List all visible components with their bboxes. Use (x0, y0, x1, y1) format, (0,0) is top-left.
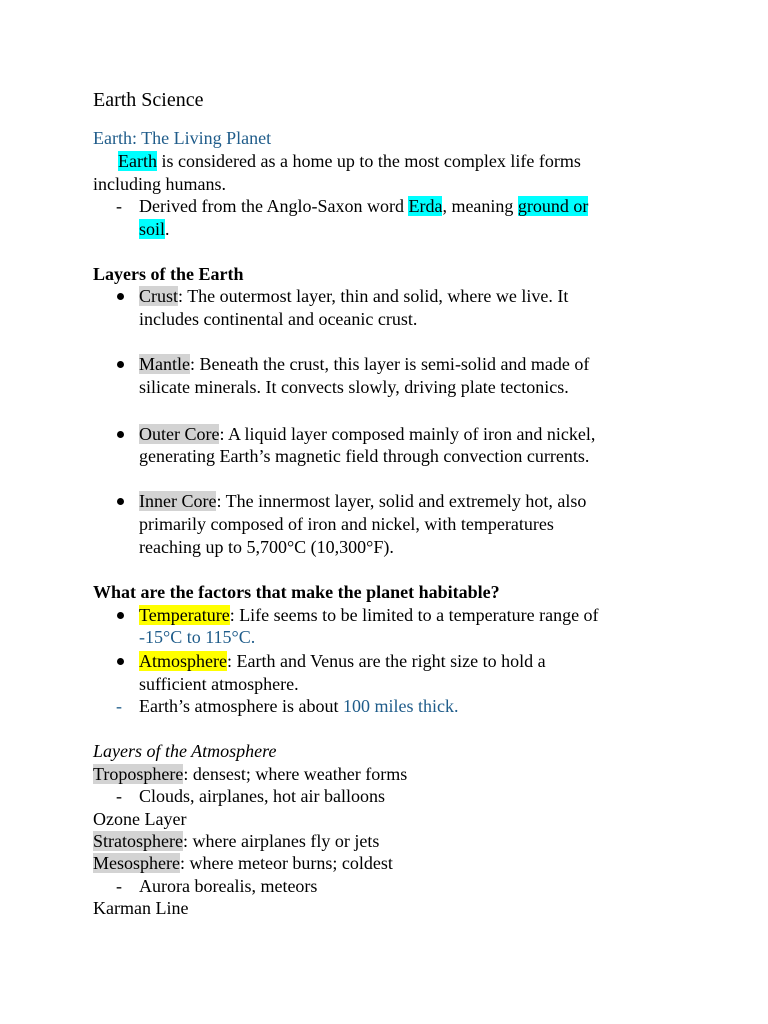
term-stratosphere: Stratosphere (93, 831, 183, 851)
term-mantle: Mantle (139, 354, 190, 374)
thickness-value: 100 miles thick. (342, 696, 459, 716)
ozone-layer: Ozone Layer (93, 809, 187, 829)
highlight-earth: Earth (118, 151, 157, 171)
dash-marker: - (116, 696, 122, 716)
temperature-text: : Life seems to be limited to a temperature range of (229, 605, 599, 625)
troposphere-sub: Clouds, airplanes, hot air balloons (139, 786, 385, 806)
bullet-icon (117, 658, 124, 665)
troposphere-line (93, 763, 407, 785)
bullet-icon (117, 498, 124, 505)
document-title: Earth Science (93, 89, 204, 111)
mantle-line1 (139, 353, 589, 375)
atmosphere-line2: sufficient atmosphere. (139, 674, 299, 694)
term-crust: Crust (139, 286, 179, 306)
section-heading-living-planet: Earth: The Living Planet (93, 128, 272, 148)
mesosphere-sub: Aurora borealis, meteors (139, 876, 318, 896)
dash-marker: - (116, 786, 122, 806)
mesosphere-line (93, 852, 393, 874)
troposphere-text: : densest; where weather forms (183, 764, 408, 784)
atmosphere-line1 (139, 650, 546, 672)
section-heading-atmosphere-layers: Layers of the Atmosphere (93, 741, 277, 761)
paragraph-earth-line2: including humans. (93, 174, 226, 194)
mantle-line2: silicate minerals. It convects slowly, driving plate tectonics. (139, 377, 569, 397)
atmosphere-thickness (139, 695, 458, 717)
crust-text: : The outermost layer, thin and solid, where we live. It (178, 286, 569, 306)
thickness-text: Earth’s atmosphere is about (139, 696, 343, 716)
temperature-line1 (139, 604, 599, 626)
atmosphere-text: : Earth and Venus are the right size to hold a (226, 651, 546, 671)
dash-marker: - (116, 876, 122, 896)
term-outer-core: Outer Core (139, 424, 220, 444)
section-heading-layers: Layers of the Earth (93, 264, 244, 284)
paragraph-earth-text: is considered as a home up to the most complex life forms (156, 151, 581, 171)
stratosphere-text: : where airplanes fly or jets (182, 831, 380, 851)
etymology-text-mid: , meaning (442, 196, 518, 216)
highlight-ground: ground or (517, 196, 589, 216)
mesosphere-text: : where meteor burns; coldest (179, 853, 393, 873)
etymology-line2 (139, 218, 170, 240)
outer-core-line2: generating Earth’s magnetic field through convection currents. (139, 446, 590, 466)
mantle-text: : Beneath the crust, this layer is semi-solid and made of (190, 354, 590, 374)
term-inner-core: Inner Core (139, 491, 217, 511)
inner-core-text: : The innermost layer, solid and extremely hot, also (216, 491, 587, 511)
crust-line2: includes continental and oceanic crust. (139, 309, 418, 329)
temperature-range: -15°C to 115°C. (139, 627, 256, 647)
highlight-erda: Erda (408, 196, 443, 216)
outer-core-text: : A liquid layer composed mainly of iron and nickel, (219, 424, 596, 444)
bullet-icon (117, 293, 124, 300)
term-troposphere: Troposphere (93, 764, 184, 784)
crust-line1 (139, 285, 568, 307)
bullet-icon (117, 612, 124, 619)
highlight-soil: soil (139, 219, 166, 239)
inner-core-line2: primarily composed of iron and nickel, with temperatures (139, 514, 554, 534)
term-temperature: Temperature (139, 605, 230, 625)
etymology-line1 (139, 195, 588, 217)
etymology-end: . (165, 219, 170, 239)
dash-marker: - (116, 196, 122, 216)
term-mesosphere: Mesosphere (93, 853, 180, 873)
inner-core-line3: reaching up to 5,700°C (10,300°F). (139, 537, 394, 557)
karman-line: Karman Line (93, 898, 189, 918)
section-heading-habitable: What are the factors that make the planet habitable? (93, 582, 500, 602)
term-atmosphere: Atmosphere (139, 651, 227, 671)
etymology-text: Derived from the Anglo-Saxon word (139, 196, 409, 216)
outer-core-line1 (139, 423, 595, 445)
stratosphere-line (93, 830, 379, 852)
bullet-icon (117, 431, 124, 438)
bullet-icon (117, 361, 124, 368)
inner-core-line1 (139, 490, 586, 512)
paragraph-earth-line1 (118, 150, 581, 172)
